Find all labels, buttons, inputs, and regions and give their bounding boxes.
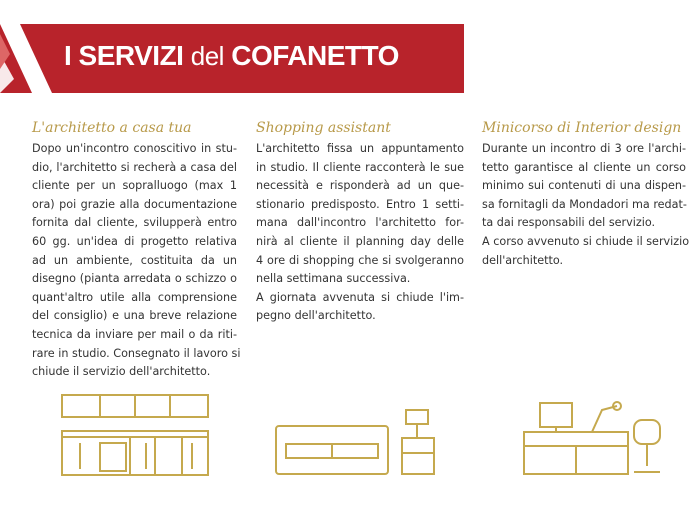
service-text-line: dell'architetto.	[482, 253, 564, 267]
service-text-line: 60 gg. un'idea di progetto relativa	[32, 234, 237, 248]
service-text-line: del consiglio) e una breve relazione	[32, 309, 237, 323]
service-text-line: stionario predisposto. Entro 1 setti-	[256, 197, 464, 211]
service-text-line: tetto garantisce al cliente un corso	[482, 160, 686, 174]
service-text-line: nirà al cliente il planning day delle	[256, 234, 464, 248]
service-text-line: chiude il servizio dell'architetto.	[32, 365, 211, 379]
desk-illustration-icon	[522, 400, 672, 478]
service-text-line: in studio. Il cliente racconterà le sue	[256, 160, 464, 174]
service-text-line: A corso avvenuto si chiude il servizio	[482, 234, 690, 248]
service-heading: L'architetto a casa tua	[32, 120, 192, 136]
service-shopping-assistant	[256, 120, 464, 326]
service-interior-design-course	[482, 120, 690, 270]
service-text-line: ad un ambiente, costituita da un	[32, 253, 237, 267]
service-text-line: cliente per un sopralluogo (max 1	[32, 179, 237, 193]
service-text-line: sa fornitagli da Mondadori ma redat-	[482, 197, 687, 211]
service-text-line: dio, l'architetto si recherà a casa del	[32, 160, 237, 174]
service-text-line: Durante un incontro di 3 ore l'archi-	[482, 142, 686, 155]
page-title: I SERVIZI del COFANETTO	[64, 40, 399, 71]
service-text-line: necessità e risponderà ad un que-	[256, 179, 464, 193]
service-text-line: ta dai responsabili del servizio.	[482, 216, 656, 230]
service-text-line: mana dall'incontro l'architetto for-	[256, 216, 464, 230]
service-text-line: ora) poi grazie alla documentazione	[32, 197, 237, 211]
brand-logo-icon	[0, 24, 60, 93]
service-text-line: rare in studio. Consegnato il lavoro si	[32, 346, 241, 360]
kitchen-illustration-icon	[60, 393, 210, 478]
service-text-line: disegno (pianta arredata o schizzo o	[32, 272, 237, 286]
service-text-line: A giornata avvenuta si chiude l'im-	[256, 290, 464, 304]
service-text-line: nella settimana successiva.	[256, 272, 411, 286]
service-text-line: L'architetto fissa un appuntamento	[256, 142, 464, 155]
service-text-line: Dopo un'incontro conoscitivo in stu-	[32, 142, 237, 155]
sofa-illustration-icon	[272, 408, 447, 478]
service-text-line: 4 ore di shopping che si svolgeranno	[256, 253, 464, 267]
service-heading: Minicorso di Interior design	[482, 120, 682, 136]
service-text-line: minimo sui contenuti di una dispen-	[482, 179, 686, 193]
service-text-line: quant'altro utile alla comprensione	[32, 290, 237, 304]
service-architect-at-home	[32, 120, 241, 382]
service-text-line: pegno dell'architetto.	[256, 309, 376, 323]
service-text-line: fornita dal cliente, svilupperà entro	[32, 216, 237, 230]
service-text-line: tecnica da inviare per mail o da riti-	[32, 327, 237, 341]
service-heading: Shopping assistant	[256, 120, 391, 136]
